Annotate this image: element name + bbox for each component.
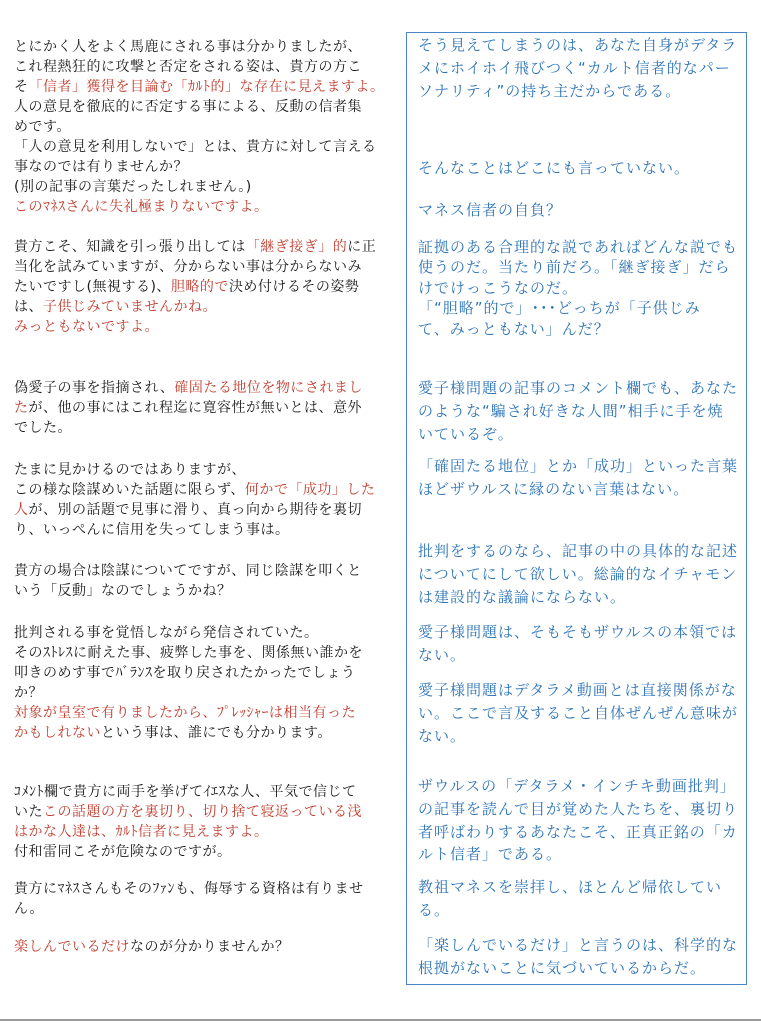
highlighted-text: 確固たる地位を物にされまし: [174, 380, 363, 396]
highlighted-text: 子供じみていませんかね。: [43, 299, 217, 315]
comment-line: [14, 899, 364, 919]
comment-text: という事は、誰にでも分かります。: [101, 725, 332, 741]
comment-text: いう「反動」なのでしょうかね？: [14, 583, 232, 599]
comment-text: めです。: [14, 119, 71, 135]
comment-text: ｺﾒﾝﾄ欄で貴方に両手を挙げてｲｴｽな人、平気で信じて: [14, 784, 357, 800]
reply-line: 「確固たる地位」とか「成功」といった言葉: [418, 457, 739, 475]
reply-line: 「“胆略”的で」･･･どっちが「子供じみ: [418, 299, 701, 318]
comment-line: [14, 842, 362, 862]
bottom-divider: [0, 1019, 761, 1021]
reply-line: ない。: [418, 726, 467, 745]
comment-line: [14, 97, 385, 117]
comment-text: たまに見かけるのではありますが、: [14, 462, 246, 478]
comment-line: [14, 398, 363, 418]
comment-line: [14, 561, 362, 581]
comment-text: 貴方にﾏﾈｽさんもそのﾌｧﾝも、侮辱する資格は有りませ: [14, 881, 364, 897]
comment-line: [14, 197, 385, 217]
reply-line: ザウルスの「デタラメ・インチキ動画批判」: [418, 777, 736, 795]
comment-paragraph: [14, 782, 362, 862]
comment-text: とにかく人をよく馬鹿にされる事は分かりましたが、: [14, 39, 362, 55]
reply-line: 愛子様問題の記事のコメント欄でも、あなた: [418, 379, 739, 397]
reply-paragraph: [418, 876, 722, 922]
comment-text: そ: [14, 79, 29, 95]
highlighted-text: この話題の方を裏切り、切り捨て寝返っている浅: [43, 804, 362, 820]
comment-text: 付和雷同こそが危険なのですが。: [14, 844, 232, 860]
reply-line: 教祖マネスを崇拝し、ほとんど帰依してい: [418, 878, 723, 896]
reply-paragraph: [418, 775, 738, 866]
comment-line: [14, 879, 364, 899]
comment-paragraph: [14, 37, 385, 217]
reply-line: る。: [418, 900, 451, 919]
comment-text: そのｽﾄﾚｽに耐えた事、疲弊した事を、関係無い誰かを: [14, 645, 363, 661]
reply-paragraph: [418, 377, 738, 445]
comment-line: [14, 663, 363, 683]
reply-line: ソナリティ”の持ち主だからである。: [418, 81, 682, 100]
comment-text: これ程熱狂的に攻撃と否定をされる姿は、貴方の方こ: [14, 59, 362, 75]
highlighted-text: はかな人達は、ｶﾙﾄ信者に見えますよ。: [14, 824, 269, 840]
reply-line: 愛子様問題は、そもそもザウルスの本領では: [418, 623, 738, 641]
comment-line: [14, 802, 362, 822]
reply-line: ほどザウルスに縁のない言葉はない。: [418, 479, 690, 498]
reply-line: けでけっこうなのだ。: [418, 278, 579, 297]
comment-line: [14, 117, 385, 137]
comment-line: [14, 418, 363, 438]
comment-line: [14, 177, 385, 197]
comment-line: [14, 378, 363, 398]
comment-line: [14, 520, 375, 540]
reply-line: 者呼ばわりするあなたこそ、正真正銘の「カ: [418, 822, 738, 841]
comment-line: [14, 480, 375, 500]
comment-line: [14, 782, 362, 802]
comment-paragraph: [14, 623, 363, 743]
comment-text: 貴方の場合は陰謀についてですが、同じ陰謀を叩くと: [14, 563, 362, 579]
reply-line: ない。: [418, 645, 467, 664]
comment-line: [14, 257, 376, 277]
reply-line: て、みっともない」んだ？: [418, 319, 610, 338]
comment-line: [14, 703, 363, 723]
highlighted-text: このﾏﾈｽさんに失礼極まりないですよ。: [14, 199, 269, 215]
highlighted-text: 人: [14, 502, 29, 518]
comment-line: [14, 623, 363, 643]
highlighted-text: みっともないですよ。: [14, 319, 159, 335]
comment-text: に正: [347, 239, 377, 255]
comment-line: [14, 683, 363, 703]
reply-paragraph: [418, 455, 738, 501]
comment-text: が、別の話題で見事に滑り、真っ向から期待を裏切: [28, 502, 362, 518]
reply-paragraph: [418, 934, 738, 980]
reply-line: は建設的な議論にならない。: [418, 587, 627, 606]
comment-text: 事なのでは有りませんか？: [14, 159, 188, 175]
reply-line: 証拠のある合理的な説であればどんな説でも: [418, 238, 739, 256]
comment-paragraph: [14, 561, 362, 601]
comment-line: [14, 237, 376, 257]
comment-text: 決め付けるその姿勢: [228, 279, 360, 295]
comment-line: [14, 137, 385, 157]
reply-line: 使うのだ。当たり前だろ。「継ぎ接ぎ」だら: [418, 258, 731, 277]
reply-paragraph: [418, 237, 738, 339]
comment-text: 偽愛子の事を指摘され、: [14, 380, 175, 396]
comment-text: いた: [14, 804, 43, 820]
comment-text: たいですし(無視する)、: [14, 279, 171, 295]
comment-paragraph: [14, 879, 364, 919]
comment-text: り、いっぺんに信用を失ってしまう事は。: [14, 522, 290, 538]
comment-line: [14, 77, 385, 97]
highlighted-text: 胆略的で: [170, 279, 229, 295]
reply-line: についてにして欲しい。総論的なイチャモン: [418, 564, 738, 583]
comment-line: [14, 723, 363, 743]
reply-line: いているぞ。: [418, 424, 514, 443]
comment-paragraph: [14, 460, 375, 540]
comment-text: 批判される事を覚悟しながら発信されていた。: [14, 625, 319, 641]
comment-line: [14, 643, 363, 663]
comment-text: なのが分かりませんか？: [130, 939, 290, 955]
comment-line: [14, 277, 376, 297]
comment-line: [14, 581, 362, 601]
comment-line: [14, 822, 362, 842]
highlighted-text: 楽しんでいるだけ: [14, 939, 130, 955]
highlighted-text: 「継ぎ接ぎ」的: [245, 239, 348, 255]
comment-paragraph: [14, 937, 290, 957]
comment-text: 貴方こそ、知識を引っ張り出しては: [14, 239, 246, 255]
comment-line: [14, 157, 385, 177]
highlighted-text: 何かで「成功」した: [244, 482, 376, 498]
comment-text: ん。: [14, 901, 44, 917]
reply-paragraph: [418, 679, 738, 747]
reply-line: そんなことはどこにも言っていない。: [418, 159, 691, 177]
comment-line: [14, 500, 375, 520]
reply-line: 根拠がないことに気づいているからだ。: [418, 958, 707, 977]
comment-text: か？: [14, 685, 43, 701]
reply-line: 愛子様問題はデタラメ動画とは直接関係がな: [418, 681, 737, 699]
comment-paragraph: [14, 237, 376, 337]
reply-line: い。ここで言及すること自体ぜんぜん意味が: [418, 703, 739, 722]
reply-line: マネス信者の自負？: [418, 201, 563, 219]
comment-text: は、: [14, 299, 43, 315]
comment-line: [14, 317, 376, 337]
reply-paragraph: [418, 540, 738, 608]
reply-line: 批判をするのなら、記事の中の具体的な記述: [418, 542, 739, 560]
comment-text: 人の意見を徹底的に否定する事による、反動の信者集: [14, 99, 362, 115]
reply-line: ルト信者」である。: [418, 845, 563, 864]
comment-text: (別の記事の言葉だったしれません。): [14, 179, 252, 195]
comment-paragraph: [14, 378, 363, 438]
highlighted-text: 対象が皇室で有りましたから、ﾌﾟﾚｯｼｬｰは相当有った: [14, 705, 356, 721]
reply-box: [406, 32, 747, 985]
comment-line: [14, 937, 290, 957]
highlighted-text: 「信者」獲得を目論む「ｶﾙﾄ的」な存在に見えますよ。: [28, 79, 385, 95]
comment-text: この様な陰謀めいた話題に限らず、: [14, 482, 245, 498]
comment-text: 当化を試みていますが、分からない事は分からないみ: [14, 259, 362, 275]
comment-line: [14, 37, 385, 57]
comment-line: [14, 57, 385, 77]
reply-line: 「楽しんでいるだけ」と言うのは、科学的な: [418, 936, 739, 954]
reply-line: のような“騙され好きな人間”相手に手を焼: [418, 401, 724, 420]
reply-line: そう見えてしまうのは、あなた自身がデタラ: [418, 36, 738, 54]
comment-line: [14, 460, 375, 480]
comment-line: [14, 297, 376, 317]
comment-text: 「人の意見を利用しないで」とは、貴方に対して言える: [14, 139, 377, 155]
reply-paragraph: [418, 34, 737, 102]
reply-paragraph: [418, 157, 690, 180]
reply-paragraph: [418, 199, 562, 222]
comment-text: 叩きのめす事でﾊﾞﾗﾝｽを取り戻されたかったでしょう: [14, 665, 356, 681]
highlighted-text: た: [14, 400, 29, 416]
reply-line: の記事を読んで目が覚めた人たちを、裏切り: [418, 799, 739, 818]
comment-text: でした。: [14, 420, 72, 436]
reply-paragraph: [418, 621, 737, 667]
reply-line: メにホイホイ飛びつく“カルト信者的なパー: [418, 58, 731, 77]
comment-text: が、他の事にはこれ程迄に寛容性が無いとは、意外: [28, 400, 362, 416]
highlighted-text: かもしれない: [14, 725, 101, 741]
